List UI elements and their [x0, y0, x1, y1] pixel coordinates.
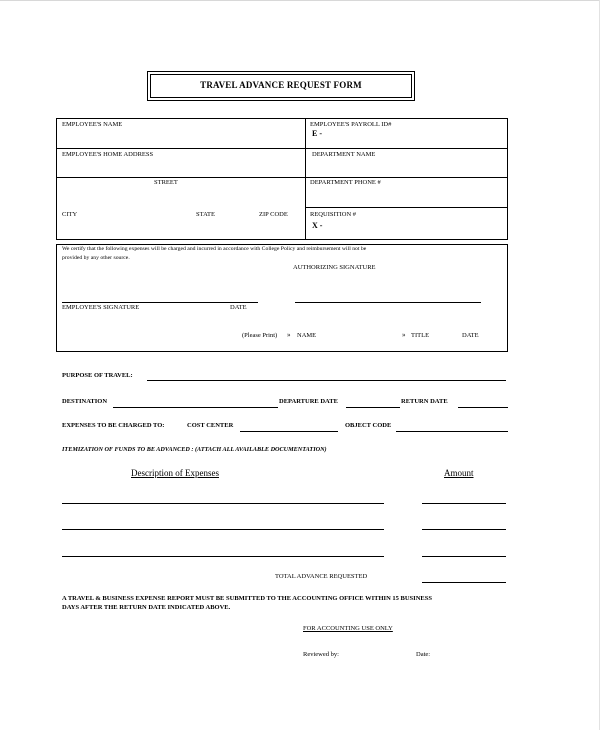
cost-center-label: COST CENTER: [187, 422, 234, 429]
total-advance-label: TOTAL ADVANCE REQUESTED: [275, 573, 368, 580]
expense-amount-line-1[interactable]: [422, 503, 506, 504]
destination-label: DESTINATION: [62, 398, 108, 405]
payroll-id-label: EMPLOYEE'S PAYROLL ID#: [310, 121, 392, 128]
employee-info-table: [56, 118, 508, 240]
expense-description-line-2[interactable]: [62, 529, 384, 530]
reviewed-date-label: Date:: [416, 651, 431, 658]
department-name-label: DEPARTMENT NAME: [312, 151, 376, 158]
object-code-line[interactable]: [396, 431, 508, 432]
cost-center-line[interactable]: [240, 431, 338, 432]
itemization-note: ITEMIZATION OF FUNDS TO BE ADVANCED : (ATTACH ALL AVAILABLE DOCUMENTATION): [62, 446, 327, 453]
employee-signature-label: EMPLOYEE'S SIGNATURE: [62, 304, 140, 311]
return-date-line[interactable]: [458, 407, 508, 408]
departure-date-line[interactable]: [346, 407, 400, 408]
amount-header: Amount: [444, 468, 474, 478]
please-print-note: (Please Print): [242, 332, 278, 339]
notice-line-2: DAYS AFTER THE RETURN DATE INDICATED ABOVE.: [62, 604, 231, 611]
authorizing-signature-line[interactable]: [295, 302, 481, 303]
total-advance-line[interactable]: [422, 582, 506, 583]
form-title: TRAVEL ADVANCE REQUEST FORM: [200, 80, 362, 90]
row-divider-3: [305, 207, 508, 208]
payroll-id-prefix: E -: [312, 129, 322, 138]
street-label: STREET: [154, 179, 178, 186]
certify-line-1: We certify that the following expenses will be charged and incurred in accordance with College Policy and reimbursement will not be: [62, 246, 367, 252]
print-title-label: TITLE: [411, 332, 430, 339]
print-date-label: DATE: [462, 332, 479, 339]
expense-description-line-1[interactable]: [62, 503, 384, 504]
object-code-label: OBJECT CODE: [345, 422, 392, 429]
departure-date-label: DEPARTURE DATE: [279, 398, 338, 405]
accounting-use-header: FOR ACCOUNTING USE ONLY: [303, 625, 393, 632]
home-address-label: EMPLOYEE'S HOME ADDRESS: [62, 151, 154, 158]
form-title-box: [147, 71, 415, 101]
purpose-line[interactable]: [147, 380, 506, 381]
employee-name-label: EMPLOYEE'S NAME: [62, 121, 123, 128]
form-title-inner: [150, 74, 412, 98]
print-name-label: NAME: [297, 332, 317, 339]
expense-amount-line-2[interactable]: [422, 529, 506, 530]
expense-description-line-3[interactable]: [62, 556, 384, 557]
certify-line-2: provided by any other source.: [62, 255, 130, 261]
signature-date-label: DATE: [230, 304, 247, 311]
authorizing-signature-label: AUTHORIZING SIGNATURE: [293, 264, 376, 271]
page-edge-top: [0, 0, 600, 1]
requisition-label: REQUISITION #: [310, 211, 357, 218]
purpose-label: PURPOSE OF TRAVEL:: [62, 372, 133, 379]
return-date-label: RETURN DATE: [401, 398, 448, 405]
notice-line-1: A TRAVEL & BUSINESS EXPENSE REPORT MUST BE SUBMITTED TO THE ACCOUNTING OFFICE WITHIN 15 BUSINESS: [62, 595, 432, 602]
reviewed-by-label: Reviewed by:: [303, 651, 339, 658]
row-divider-2: [56, 177, 508, 178]
expenses-charged-label: EXPENSES TO BE CHARGED TO:: [62, 422, 165, 429]
expense-amount-line-3[interactable]: [422, 556, 506, 557]
destination-line[interactable]: [113, 407, 278, 408]
employee-signature-line[interactable]: [62, 302, 258, 303]
department-phone-label: DEPARTMENT PHONE #: [310, 179, 381, 186]
employee-info-divider: [305, 118, 306, 240]
description-header: Description of Expenses: [131, 468, 219, 478]
state-label: STATE: [196, 211, 215, 218]
zip-code-label: ZIP CODE: [259, 211, 288, 218]
bullet-2: »: [402, 331, 406, 339]
requisition-prefix: X -: [312, 221, 323, 230]
city-label: CITY: [62, 211, 78, 218]
bullet-1: »: [287, 331, 291, 339]
